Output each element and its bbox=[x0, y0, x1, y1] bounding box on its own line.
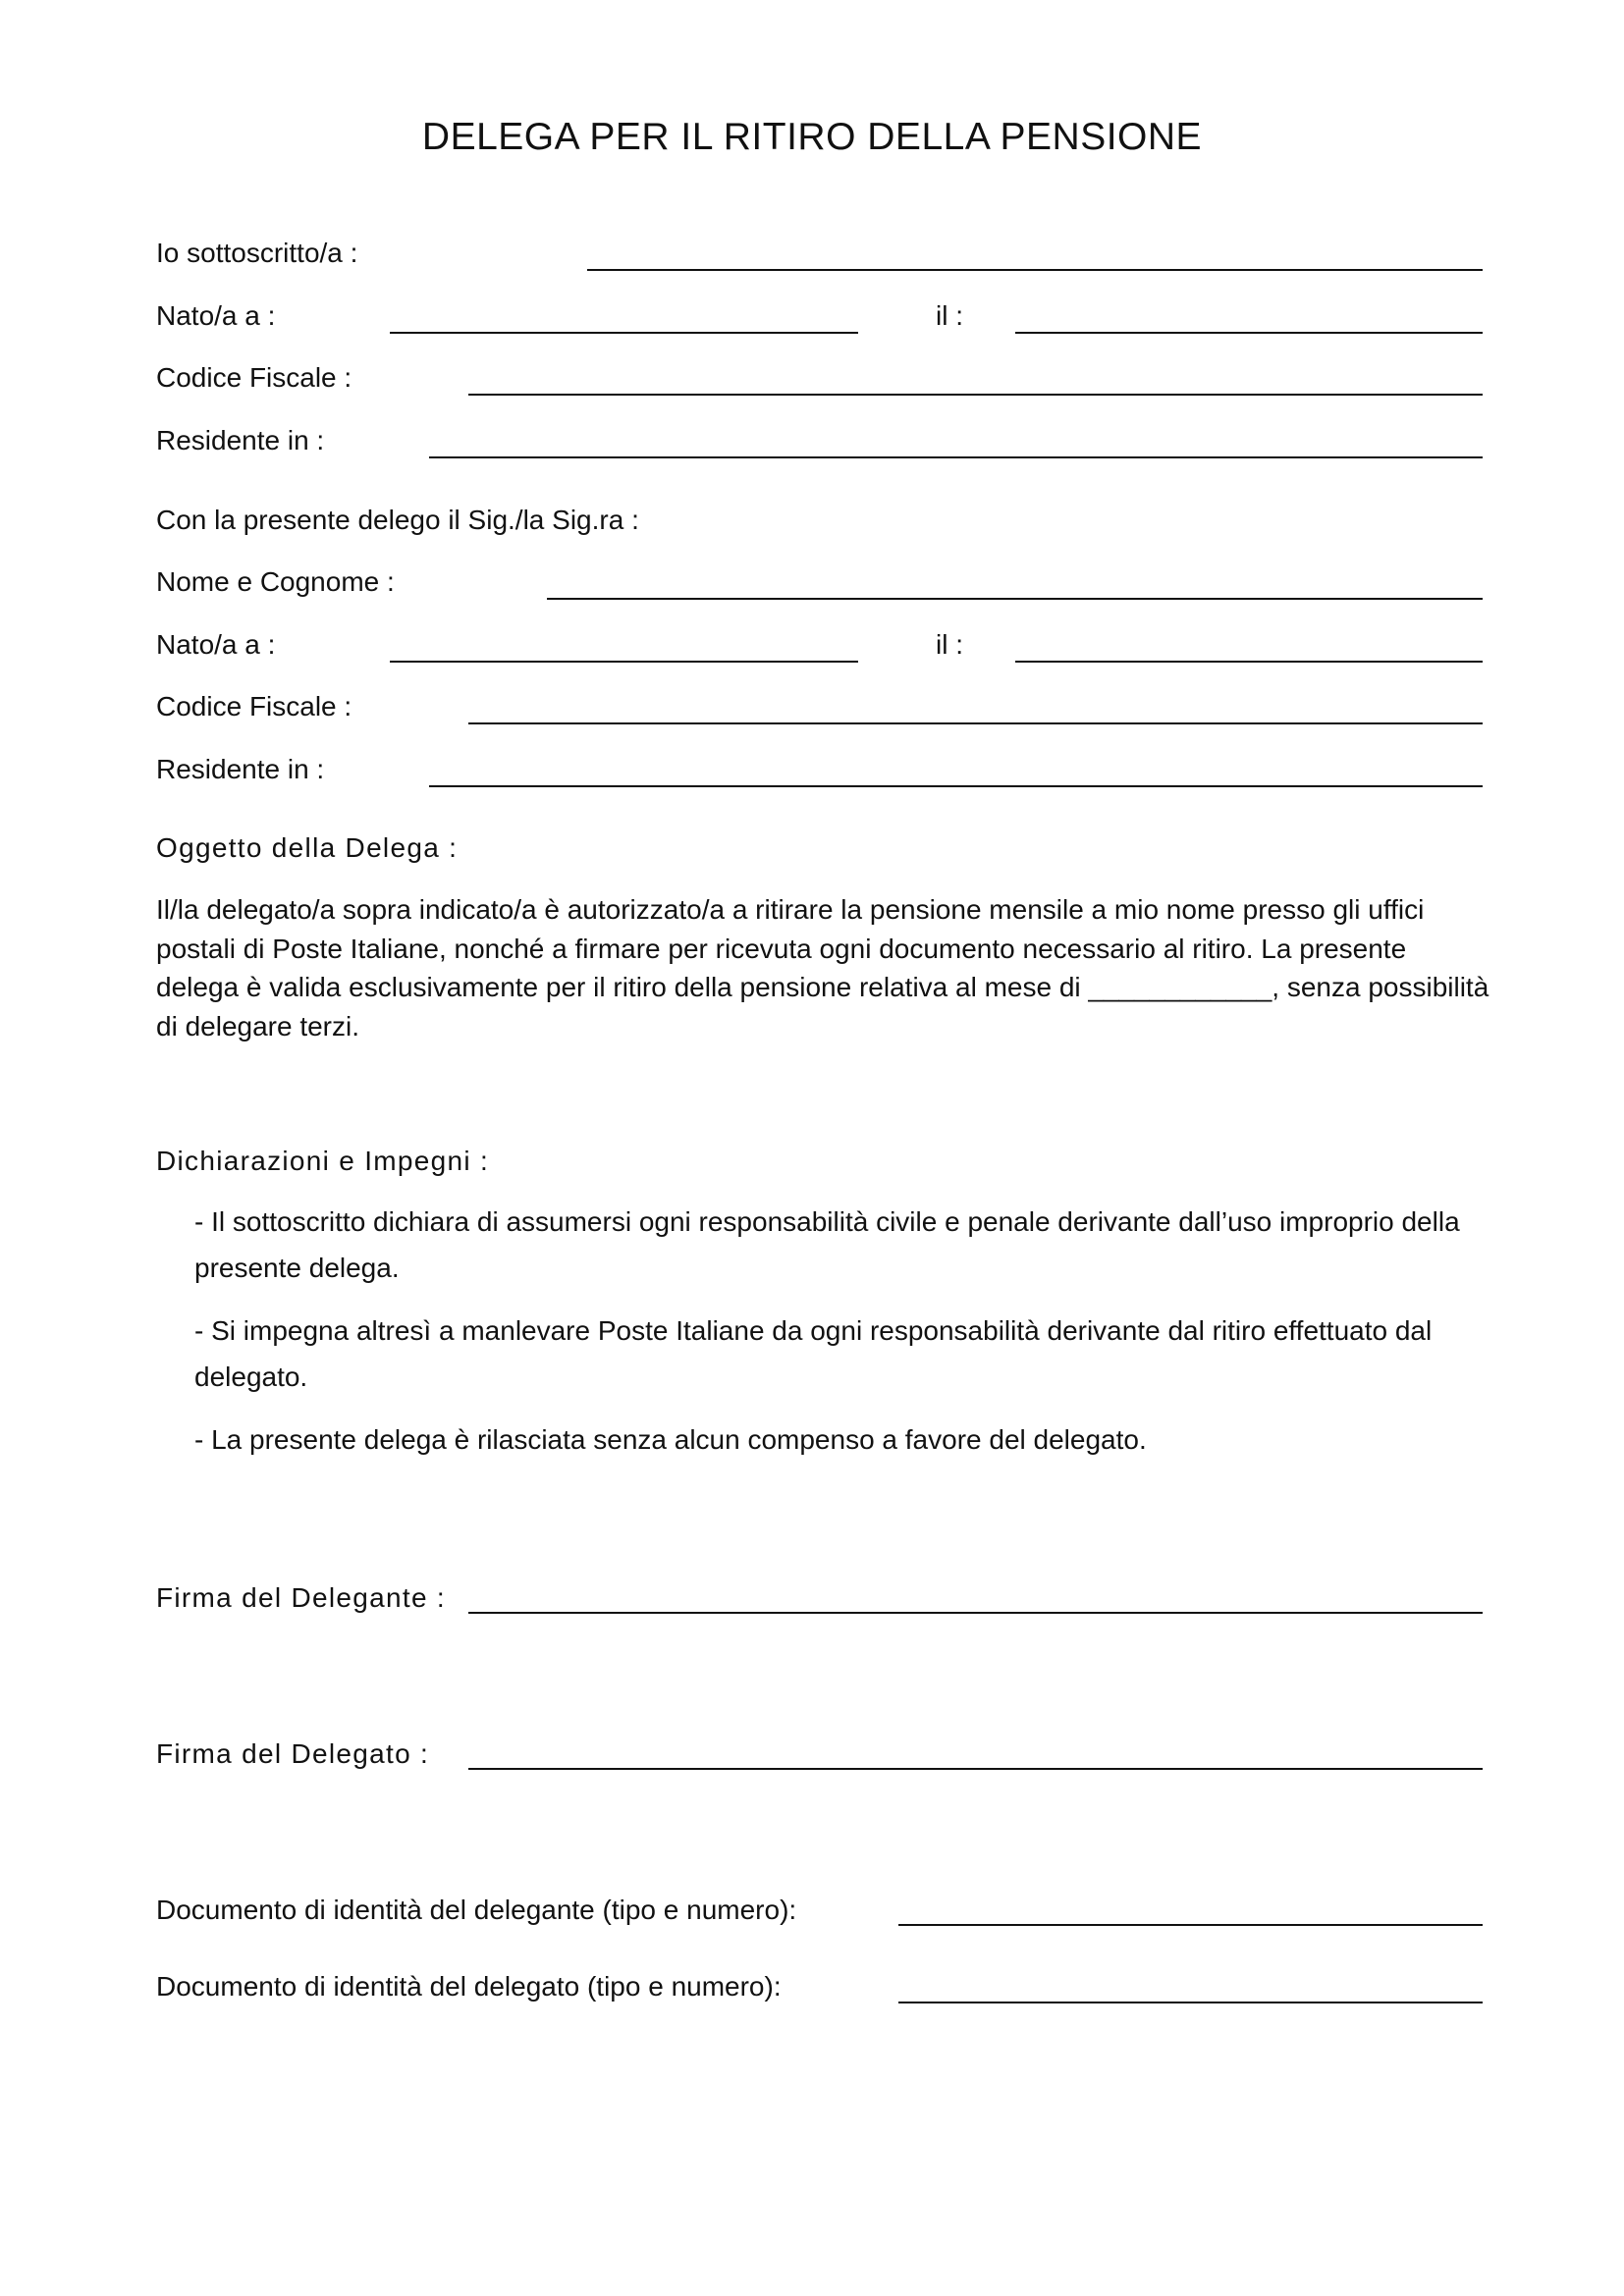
oggetto-text: Il/la delegato/a sopra indicato/a è autorizzato/a a ritirare la pensione mensile a mio nome presso gli uffici postali di Poste Italiane, nonché a firmare per ricevuta ogni documento necessario al ritiro. La presente delega è valida esclusivamente per il ritiro della pensione relativa al mese di ____________, senza possibilità di delegare terzi. bbox=[156, 894, 1489, 1041]
documento-delegato-field[interactable] bbox=[898, 2002, 1483, 2003]
delegante-cf-field[interactable] bbox=[468, 394, 1483, 396]
delegante-luogo-nascita-field[interactable] bbox=[390, 332, 858, 334]
sottoscritto-field[interactable] bbox=[587, 269, 1483, 271]
delegato-nome-field[interactable] bbox=[547, 598, 1483, 600]
firma-delegato-label: Firma del Delegato : bbox=[156, 1738, 430, 1769]
delegato-cf-field[interactable] bbox=[468, 722, 1483, 724]
delegante-cf-label: Codice Fiscale : bbox=[156, 362, 352, 393]
delegato-residente-field[interactable] bbox=[429, 785, 1483, 787]
delegante-residente-label: Residente in : bbox=[156, 425, 325, 455]
dichiarazione-item-3: - La presente delega è rilasciata senza alcun compenso a favore del delegato. bbox=[194, 1424, 1147, 1455]
delegato-data-nascita-field[interactable] bbox=[1015, 661, 1483, 663]
dichiarazione-item-2: - Si impegna altresì a manlevare Poste Italiane da ogni responsabilità derivante dal ritiro effettuato dal delegato. bbox=[194, 1315, 1433, 1392]
delegato-nato-label: Nato/a a : bbox=[156, 629, 276, 660]
sottoscritto-label: Io sottoscritto/a : bbox=[156, 238, 358, 268]
dichiarazioni-heading: Dichiarazioni e Impegni : bbox=[156, 1146, 490, 1176]
oggetto-heading: Oggetto della Delega : bbox=[156, 832, 459, 863]
dichiarazione-item-1: - Il sottoscritto dichiara di assumersi ogni responsabilità civile e penale derivante dall’uso improprio della presente delega. bbox=[194, 1206, 1460, 1283]
documento-delegante-label: Documento di identità del delegante (tipo e numero): bbox=[156, 1895, 797, 1925]
firma-delegante-label: Firma del Delegante : bbox=[156, 1582, 446, 1613]
delegato-cf-label: Codice Fiscale : bbox=[156, 691, 352, 721]
delegante-il-label: il : bbox=[936, 300, 963, 331]
page-title: DELEGA PER IL RITIRO DELLA PENSIONE bbox=[421, 116, 1203, 158]
delegato-nome-label: Nome e Cognome : bbox=[156, 566, 395, 597]
delegato-luogo-nascita-field[interactable] bbox=[390, 661, 858, 663]
firma-delegante-field[interactable] bbox=[468, 1612, 1483, 1614]
delegante-residente-field[interactable] bbox=[429, 456, 1483, 458]
documento-delegante-field[interactable] bbox=[898, 1924, 1483, 1926]
documento-delegato-label: Documento di identità del delegato (tipo e numero): bbox=[156, 1971, 782, 2002]
firma-delegato-field[interactable] bbox=[468, 1768, 1483, 1770]
delegante-data-nascita-field[interactable] bbox=[1015, 332, 1483, 334]
delegante-nato-label: Nato/a a : bbox=[156, 300, 276, 331]
delegato-il-label: il : bbox=[936, 629, 963, 660]
delegato-residente-label: Residente in : bbox=[156, 754, 325, 784]
delegato-intro: Con la presente delego il Sig./la Sig.ra : bbox=[156, 505, 639, 535]
